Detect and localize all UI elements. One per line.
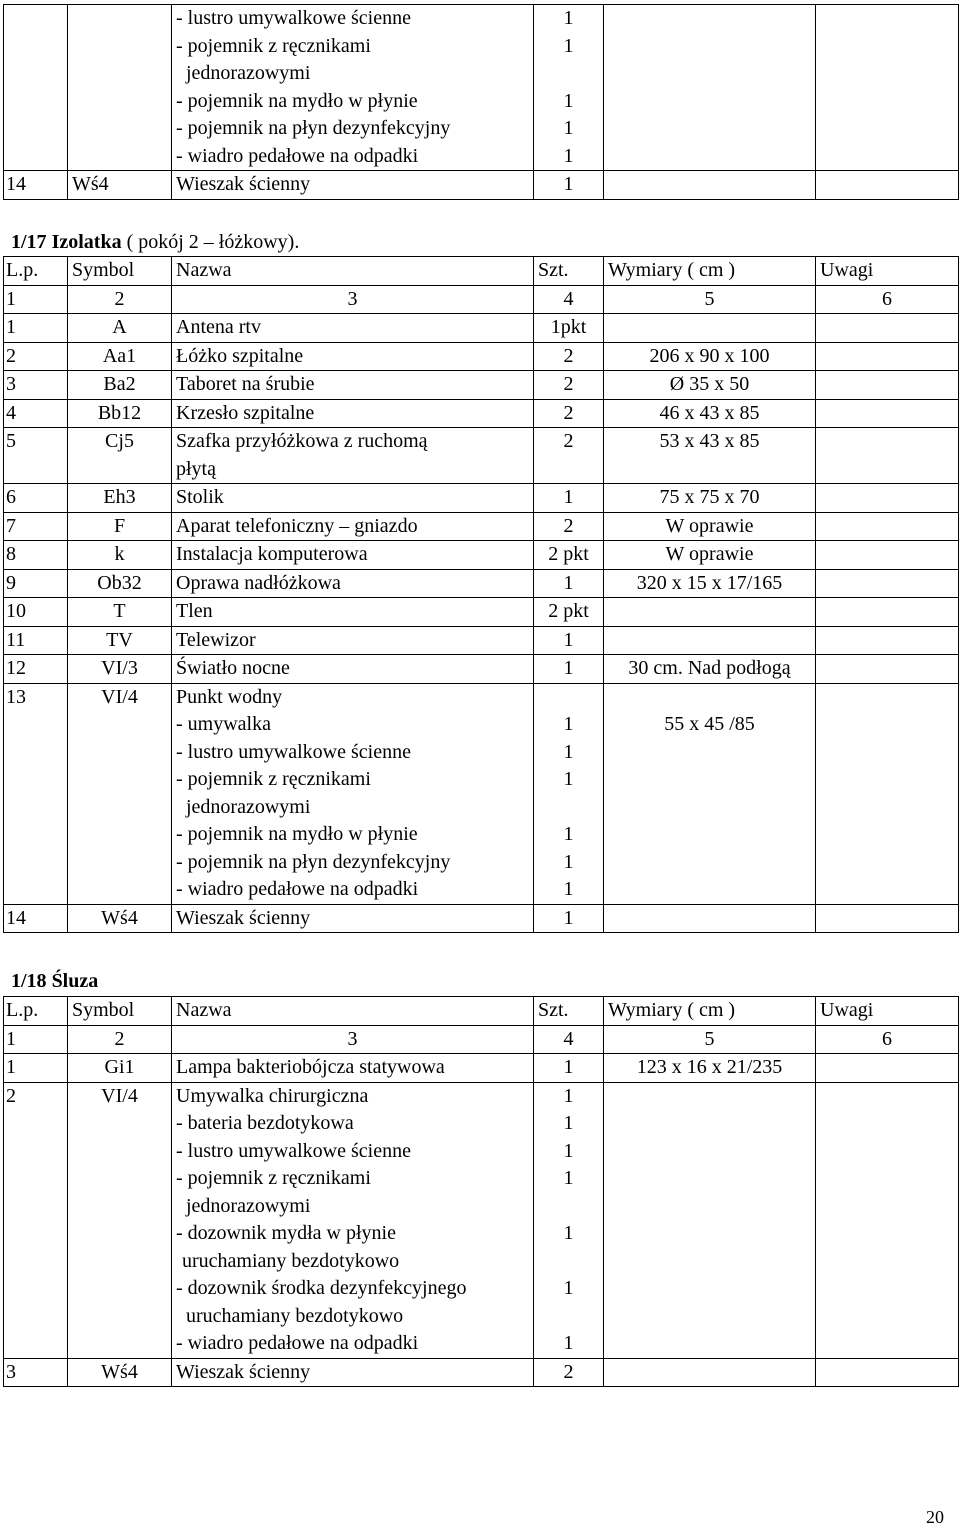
table-row: 10 T Tlen 2 pkt (4, 598, 959, 627)
table-row: 1 A Antena rtv 1pkt (4, 314, 959, 343)
section-1-17-table (3, 256, 959, 933)
list-item: - pojemnik z ręcznikami (176, 768, 371, 790)
list-item: - umywalka (176, 713, 271, 735)
table-row: 11 TV Telewizor 1 (4, 626, 959, 655)
column-number-row: 1 2 3 4 5 6 (4, 1025, 959, 1054)
list-item: uruchamiany bezdotykowo (186, 1304, 404, 1327)
list-item: - pojemnik na mydło w płynie (176, 89, 418, 112)
table-row: 1 Gi1 Lampa bakteriobójcza statywowa 1 123 x 16 x 21/235 (4, 1054, 959, 1083)
list-item: - wiadro pedałowe na odpadki (176, 878, 419, 900)
table-header-row: L.p. Symbol Nazwa Szt. Wymiary ( cm ) Uwagi (4, 997, 959, 1026)
table-row: 2 Aa1 Łóżko szpitalne 2 206 x 90 x 100 (4, 342, 959, 371)
list-item: - pojemnik z ręcznikami (176, 1167, 371, 1189)
list-item: - wiadro pedałowe na odpadki (176, 1332, 419, 1354)
list-item: jednorazowymi (186, 62, 311, 84)
table-row: 7 F Aparat telefoniczny – gniazdo 2 W oprawie (4, 512, 959, 541)
column-number-row: 1 2 3 4 5 6 (4, 285, 959, 314)
item-names-cell (172, 5, 534, 171)
list-item: - lustro umywalkowe ścienne (176, 740, 411, 763)
item-qty-cell: 1 1 1 1 1 (534, 5, 604, 171)
list-item: - bateria bezdotykowa (176, 1112, 354, 1134)
table-row: 14 Wś4 Wieszak ścienny 1 (4, 904, 959, 933)
table-row: 3 Ba2 Taboret na śrubie 2 Ø 35 x 50 (4, 371, 959, 400)
list-item: - pojemnik na mydło w płynie (176, 823, 418, 845)
page-number: 20 (926, 1507, 944, 1527)
list-item: - dozownik mydła w płynie (176, 1222, 396, 1244)
list-item: - lustro umywalkowe ścienne (176, 7, 411, 29)
list-item: - lustro umywalkowe ścienne (176, 1139, 411, 1162)
table-row: 12 VI/3 Światło nocne 1 30 cm. Nad podłogą (4, 655, 959, 684)
list-item: jednorazowymi (186, 795, 311, 818)
section-title: 1/18 Śluza (11, 970, 99, 992)
table-row: 13 VI/4 Punkt wodny - umywalka - lustro umywalkowe ścienne - pojemnik z ręcznikami jednorazowymi - pojemnik na mydło w płynie - pojemnik na płyn dezynfekcyjny - wiadro pedałowe na odpadki 1 1 1 1 1 1 55 x 45 /85 (4, 683, 959, 904)
table-header-row: L.p. Symbol Nazwa Szt. Wymiary ( cm ) Uwagi (4, 257, 959, 286)
table-row: 14 Wś4 Wieszak ścienny 1 (4, 171, 959, 200)
table-row: 3 Wś4 Wieszak ścienny 2 (4, 1358, 959, 1387)
table-row: 4 Bb12 Krzesło szpitalne 2 46 x 43 x 85 (4, 399, 959, 428)
table-row (4, 5, 959, 171)
section-1-18-table (3, 996, 959, 1387)
list-item: - dozownik środka dezynfekcyjnego (176, 1277, 467, 1299)
table-row: 5 Cj5 Szafka przyłóżkowa z ruchomą płytą 2 53 x 43 x 85 (4, 428, 959, 484)
table-row: 8 k Instalacja komputerowa 2 pkt W oprawie (4, 541, 959, 570)
list-item: - wiadro pedałowe na odpadki (176, 144, 419, 167)
list-item: jednorazowymi (186, 1194, 311, 1217)
table-row: 2 VI/4 Umywalka chirurgiczna - bateria bezdotykowa - lustro umywalkowe ścienne - pojemnik z ręcznikami jednorazowymi - dozownik mydła w płynie uruchamiany bezdotykowo - dozownik środka dezynfekcyjnego uruchamiany bezdotykowo - wiadro pedałowe na odpadki 1 1 1 1 1 1 1 (4, 1082, 959, 1358)
list-item: - pojemnik z ręcznikami (176, 34, 371, 57)
top-fragment-table (3, 4, 959, 200)
table-row: 6 Eh3 Stolik 1 75 x 75 x 70 (4, 484, 959, 513)
table-row: 9 Ob32 Oprawa nadłóżkowa 1 320 x 15 x 17/165 (4, 569, 959, 598)
section-title: 1/17 Izolatka ( pokój 2 – łóżkowy). (11, 231, 300, 253)
list-item: uruchamiany bezdotykowo (182, 1249, 400, 1272)
list-item: - pojemnik na płyn dezynfekcyjny (176, 117, 451, 139)
list-item: - pojemnik na płyn dezynfekcyjny (176, 850, 451, 873)
